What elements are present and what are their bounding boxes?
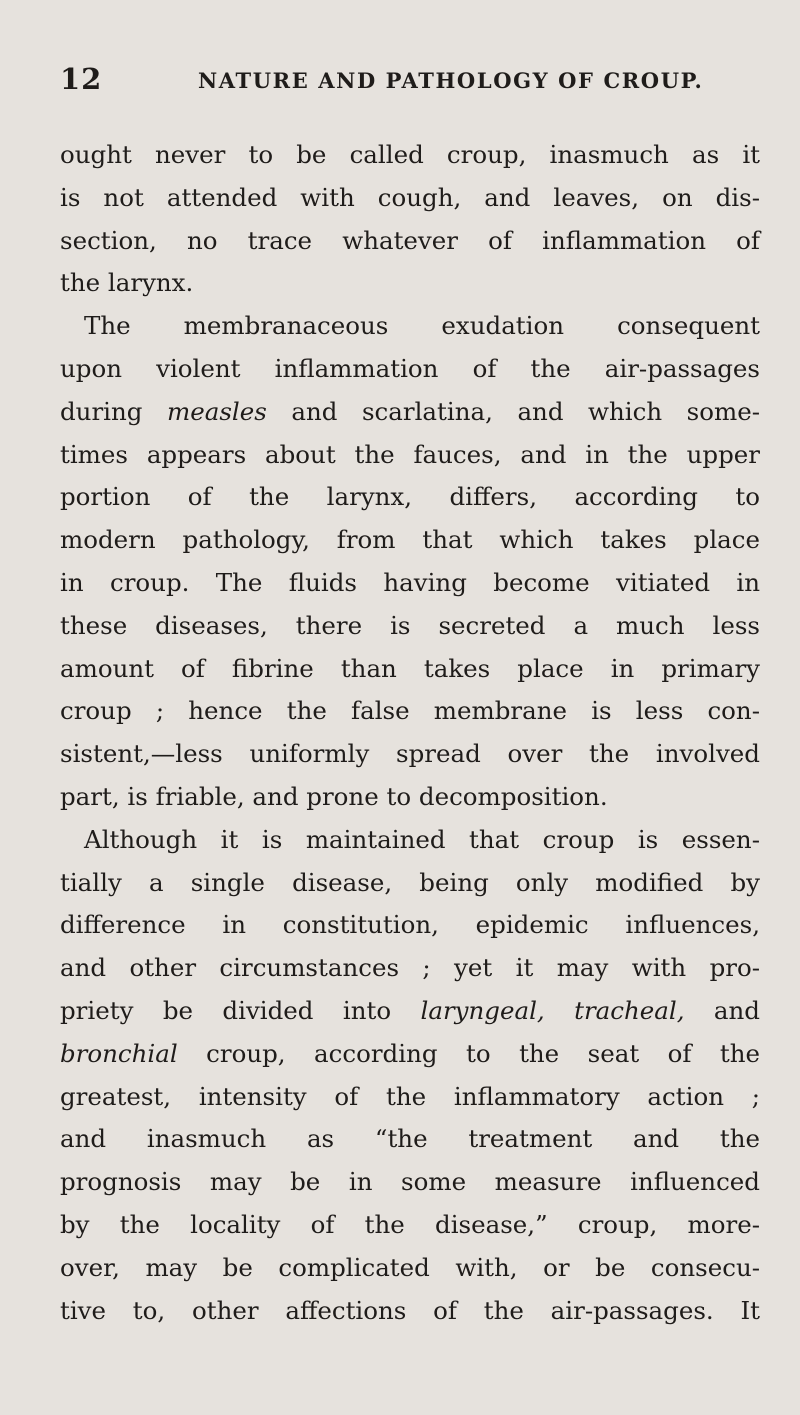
text-line: bronchial croup, according to the seat of the — [60, 1038, 761, 1068]
text-line: by the locality of the disease,” croup, more- — [60, 1209, 760, 1239]
text-line: portion of the larynx, differs, according to — [60, 482, 760, 512]
text-line: during measles and scarlatina, and which some- — [60, 396, 761, 426]
text-line: sistent,—less uniformly spread over the involved — [60, 739, 760, 769]
text-line: greatest, intensity of the inflammatory action ; — [60, 1081, 760, 1111]
text-line: Although it is maintained that croup is essen- — [84, 824, 760, 854]
page-number: 12 — [60, 62, 103, 96]
text-line: modern pathology, from that which takes place — [60, 525, 760, 555]
text-line: over, may be complicated with, or be consecu- — [60, 1252, 760, 1282]
text-line: these diseases, there is secreted a much less — [60, 610, 760, 640]
body-text — [60, 134, 760, 1332]
text-line: in croup. The fluids having become vitiated in — [60, 567, 760, 597]
text-line: is not attended with cough, and leaves, on dis- — [60, 182, 760, 212]
text-line: priety be divided into laryngeal, tracheal, and — [60, 995, 760, 1025]
text-line: prognosis may be in some measure influenced — [60, 1167, 760, 1197]
text-line: ought never to be called croup, inasmuch as it — [60, 140, 760, 169]
text-line: the larynx. — [60, 268, 194, 298]
text-line: part, is friable, and prone to decomposition. — [60, 781, 608, 811]
text-line: amount of fibrine than takes place in primary — [60, 653, 760, 683]
text-line: and inasmuch as “the treatment and the — [60, 1124, 760, 1154]
text-line: The membranaceous exudation consequent — [84, 311, 760, 341]
text-line: upon violent inflammation of the air-passages — [60, 353, 760, 383]
text-line: section, no trace whatever of inflammation of — [60, 225, 760, 255]
running-head — [60, 62, 760, 102]
text-line: croup ; hence the false membrane is less con- — [60, 696, 760, 726]
text-line: tive to, other affections of the air-passages. It — [60, 1295, 760, 1325]
text-line: times appears about the fauces, and in the upper — [60, 439, 760, 469]
text-line: difference in constitution, epidemic influences, — [60, 910, 760, 940]
running-title: NATURE AND PATHOLOGY OF CROUP. — [198, 68, 704, 93]
text-line: and other circumstances ; yet it may with pro- — [60, 953, 760, 983]
text-line: tially a single disease, being only modified by — [60, 867, 760, 897]
